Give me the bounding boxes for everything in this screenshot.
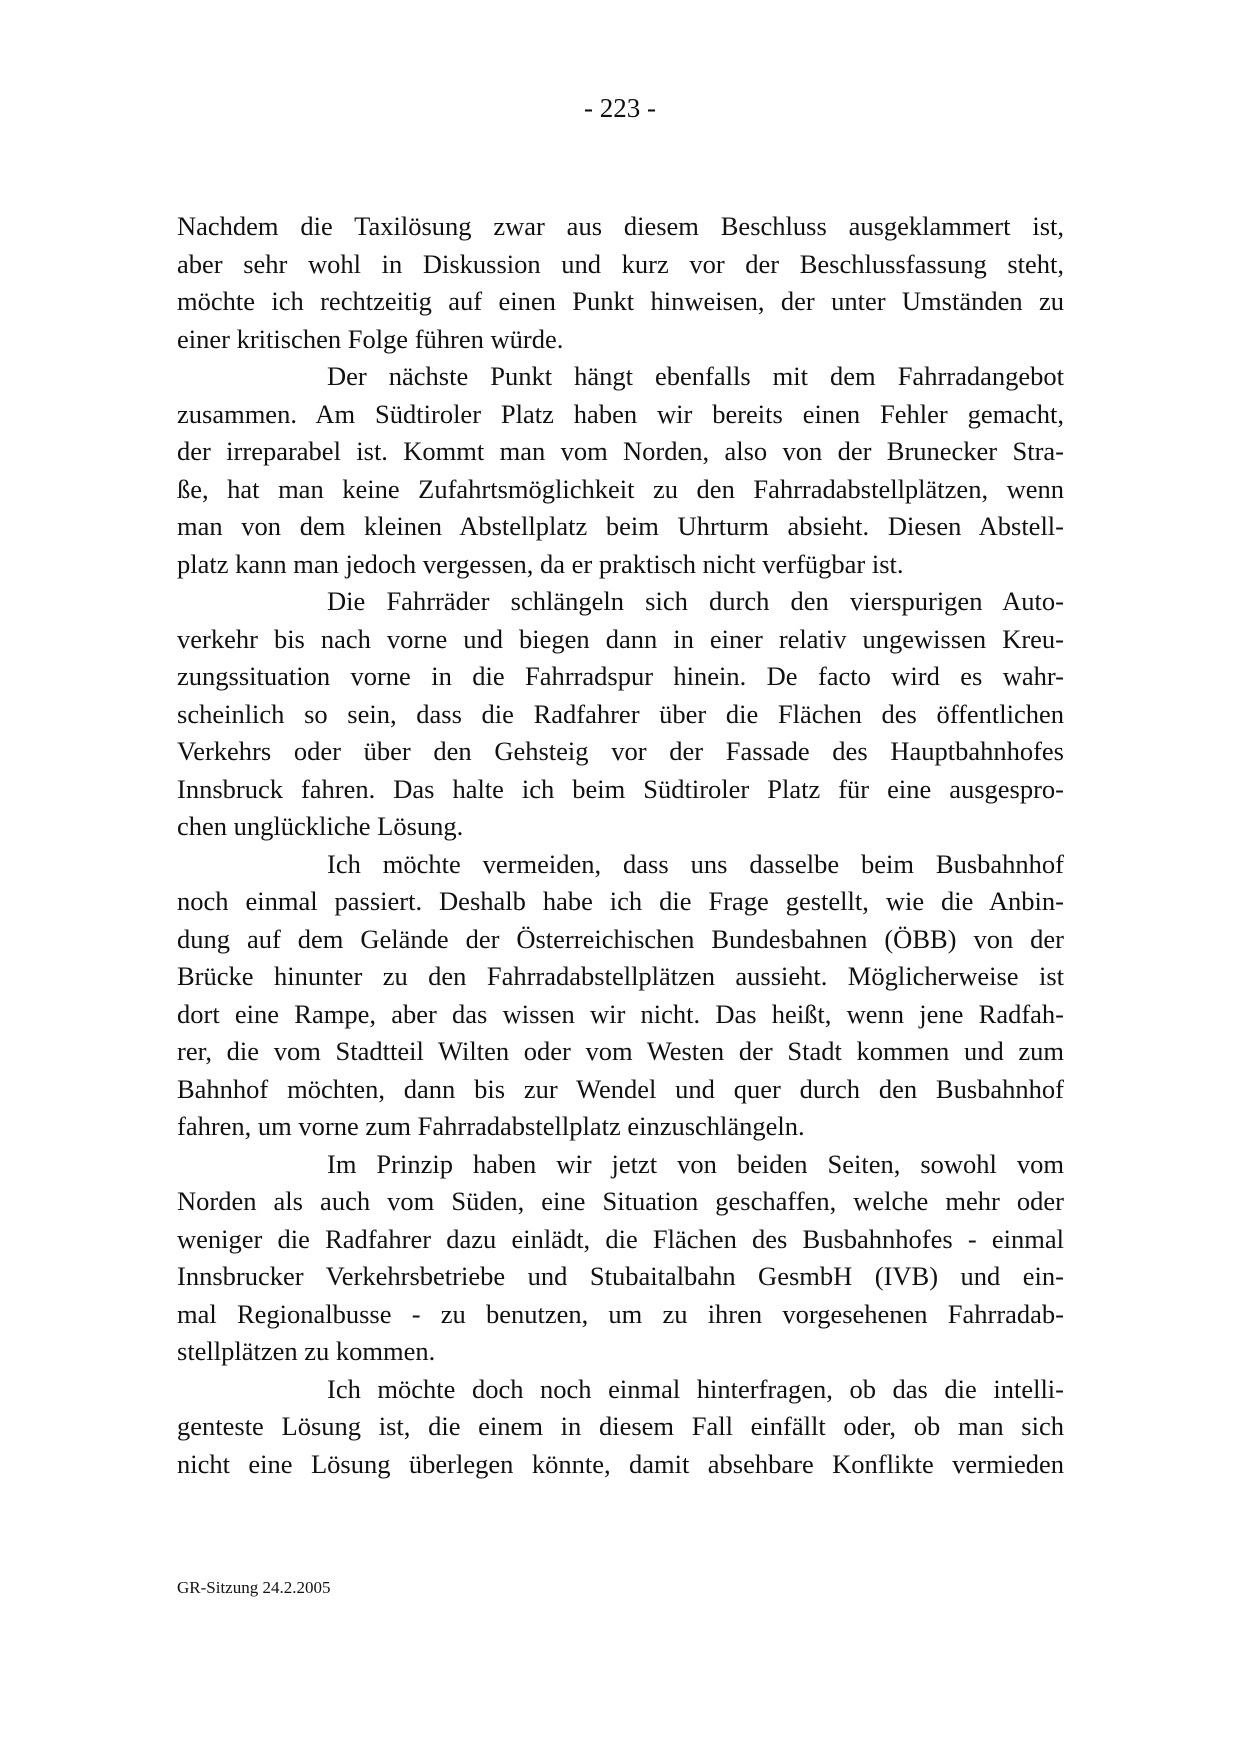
- text-line: stellplätzen zu kommen.: [177, 1336, 436, 1366]
- text-line: Norden als auch vom Süden, eine Situation geschaffen, welche mehr oder: [177, 1186, 1064, 1216]
- text-line: Innsbruck fahren. Das halte ich beim Südtiroler Platz für eine ausgespro-: [177, 773, 1064, 804]
- text-line: rer, die vom Stadtteil Wilten oder vom Westen der Stadt kommen und zum: [177, 1036, 1064, 1066]
- text-line: Ich möchte vermeiden, dass uns dasselbe beim Busbahnhof: [327, 848, 1064, 879]
- text-line: aber sehr wohl in Diskussion und kurz vor der Beschlussfassung steht,: [177, 248, 1064, 279]
- text-line: ße, hat man keine Zufahrtsmöglichkeit zu den Fahrradabstellplätzen, wenn: [177, 473, 1064, 504]
- page-number: - 223 -: [584, 93, 656, 123]
- text-line: genteste Lösung ist, die einem in diesem Fall einfällt oder, ob man sich: [177, 1411, 1064, 1441]
- text-line: möchte ich rechtzeitig auf einen Punkt hinweisen, der unter Umständen zu: [177, 286, 1064, 316]
- text-line: Nachdem die Taxilösung zwar aus diesem Beschluss ausgeklammert ist,: [177, 211, 1064, 241]
- footer-session-date: GR-Sitzung 24.2.2005: [177, 1578, 331, 1597]
- text-line: man von dem kleinen Abstellplatz beim Uhrturm absieht. Diesen Abstell-: [177, 511, 1064, 541]
- text-line: mal Regionalbusse - zu benutzen, um zu ihren vorgesehenen Fahrradab-: [177, 1298, 1064, 1329]
- text-line: fahren, um vorne zum Fahrradabstellplatz einzuschlängeln.: [177, 1111, 805, 1141]
- text-line: Brücke hinunter zu den Fahrradabstellplätzen aussieht. Möglicherweise ist: [177, 961, 1064, 991]
- text-line: Ich möchte doch noch einmal hinterfragen, ob das die intelli-: [327, 1373, 1064, 1404]
- body-text: [177, 208, 1064, 1483]
- paragraph-1: [177, 208, 1064, 358]
- paragraph-5: [177, 1146, 1064, 1371]
- text-line: Verkehrs oder über den Gehsteig vor der Fassade des Hauptbahnhofes: [177, 736, 1064, 766]
- text-line: Innsbrucker Verkehrsbetriebe und Stubaitalbahn GesmbH (IVB) und ein-: [177, 1261, 1064, 1291]
- text-line: nicht eine Lösung überlegen könnte, damit absehbare Konflikte vermieden: [177, 1448, 1064, 1479]
- text-line: platz kann man jedoch vergessen, da er praktisch nicht verfügbar ist.: [177, 548, 904, 579]
- text-line: Die Fahrräder schlängeln sich durch den vierspurigen Auto-: [327, 586, 1064, 616]
- paragraph-2: [177, 358, 1064, 583]
- text-line: der irreparabel ist. Kommt man vom Norden, also von der Brunecker Stra-: [177, 436, 1064, 466]
- text-line: chen unglückliche Lösung.: [177, 811, 464, 841]
- text-line: weniger die Radfahrer dazu einlädt, die Flächen des Busbahnhofes - einmal: [177, 1223, 1064, 1254]
- text-line: zungssituation vorne in die Fahrradspur hinein. De facto wird es wahr-: [177, 661, 1064, 691]
- text-line: scheinlich so sein, dass die Radfahrer über die Flächen des öffentlichen: [177, 698, 1064, 729]
- text-line: Im Prinzip haben wir jetzt von beiden Seiten, sowohl vom: [327, 1148, 1064, 1179]
- text-line: verkehr bis nach vorne und biegen dann in einer relativ ungewissen Kreu-: [177, 623, 1064, 654]
- paragraph-6: [177, 1371, 1064, 1484]
- paragraph-3: [177, 583, 1064, 846]
- text-line: dung auf dem Gelände der Österreichischen Bundesbahnen (ÖBB) von der: [177, 923, 1064, 954]
- text-line: noch einmal passiert. Deshalb habe ich die Frage gestellt, wie die Anbin-: [177, 886, 1064, 916]
- text-line: einer kritischen Folge führen würde.: [177, 323, 564, 354]
- text-line: Bahnhof möchten, dann bis zur Wendel und quer durch den Busbahnhof: [177, 1073, 1064, 1104]
- text-line: zusammen. Am Südtiroler Platz haben wir bereits einen Fehler gemacht,: [177, 398, 1064, 429]
- paragraph-4: [177, 846, 1064, 1146]
- text-line: Der nächste Punkt hängt ebenfalls mit dem Fahrradangebot: [327, 361, 1064, 391]
- text-line: dort eine Rampe, aber das wissen wir nicht. Das heißt, wenn jene Radfah-: [177, 998, 1064, 1029]
